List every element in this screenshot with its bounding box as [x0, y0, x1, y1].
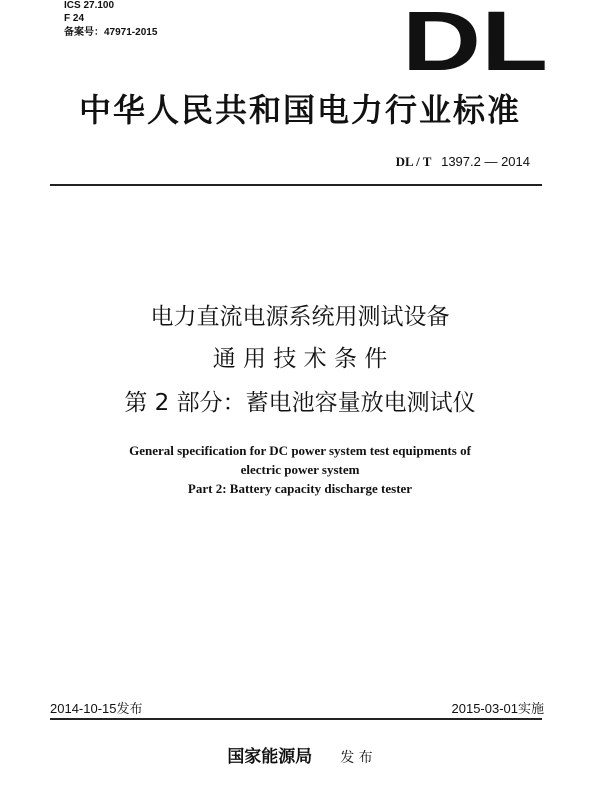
header-divider	[50, 184, 542, 186]
dl-logo-text: DL	[402, 8, 548, 74]
standard-prefix: DL / T	[395, 154, 432, 169]
title-en-line1: General specification for DC power system test equipments of	[129, 443, 471, 458]
organization-title: 中华人民共和国电力行业标准	[78, 91, 521, 129]
issuer	[0, 742, 600, 767]
standard-code: 1397.2 — 2014	[441, 154, 530, 169]
title-en-line2: electric power system	[240, 462, 360, 477]
title-cn-line3: 第 2 部分：蓄电池容量放电测试仪	[124, 390, 476, 416]
publish-date: 2014-10-15发布	[50, 701, 143, 716]
footer-divider	[50, 718, 542, 720]
category-code: F 24	[64, 13, 85, 24]
issuer-name: 国家能源局	[227, 747, 313, 767]
title-cn-line2: 通 用 技 术 条 件	[212, 346, 388, 372]
implement-date: 2015-03-01实施	[451, 701, 544, 716]
title-cn-line1: 电力直流电源系统用测试设备	[150, 304, 450, 330]
dl-logo	[400, 8, 550, 74]
issuer-action: 发 布	[340, 750, 373, 766]
title-en-line3: Part 2: Battery capacity discharge tester	[187, 481, 413, 496]
ics-code: ICS 27.100	[64, 0, 115, 11]
standard-number	[396, 154, 530, 170]
filing-number: 备案号：47971-2015	[64, 27, 158, 38]
